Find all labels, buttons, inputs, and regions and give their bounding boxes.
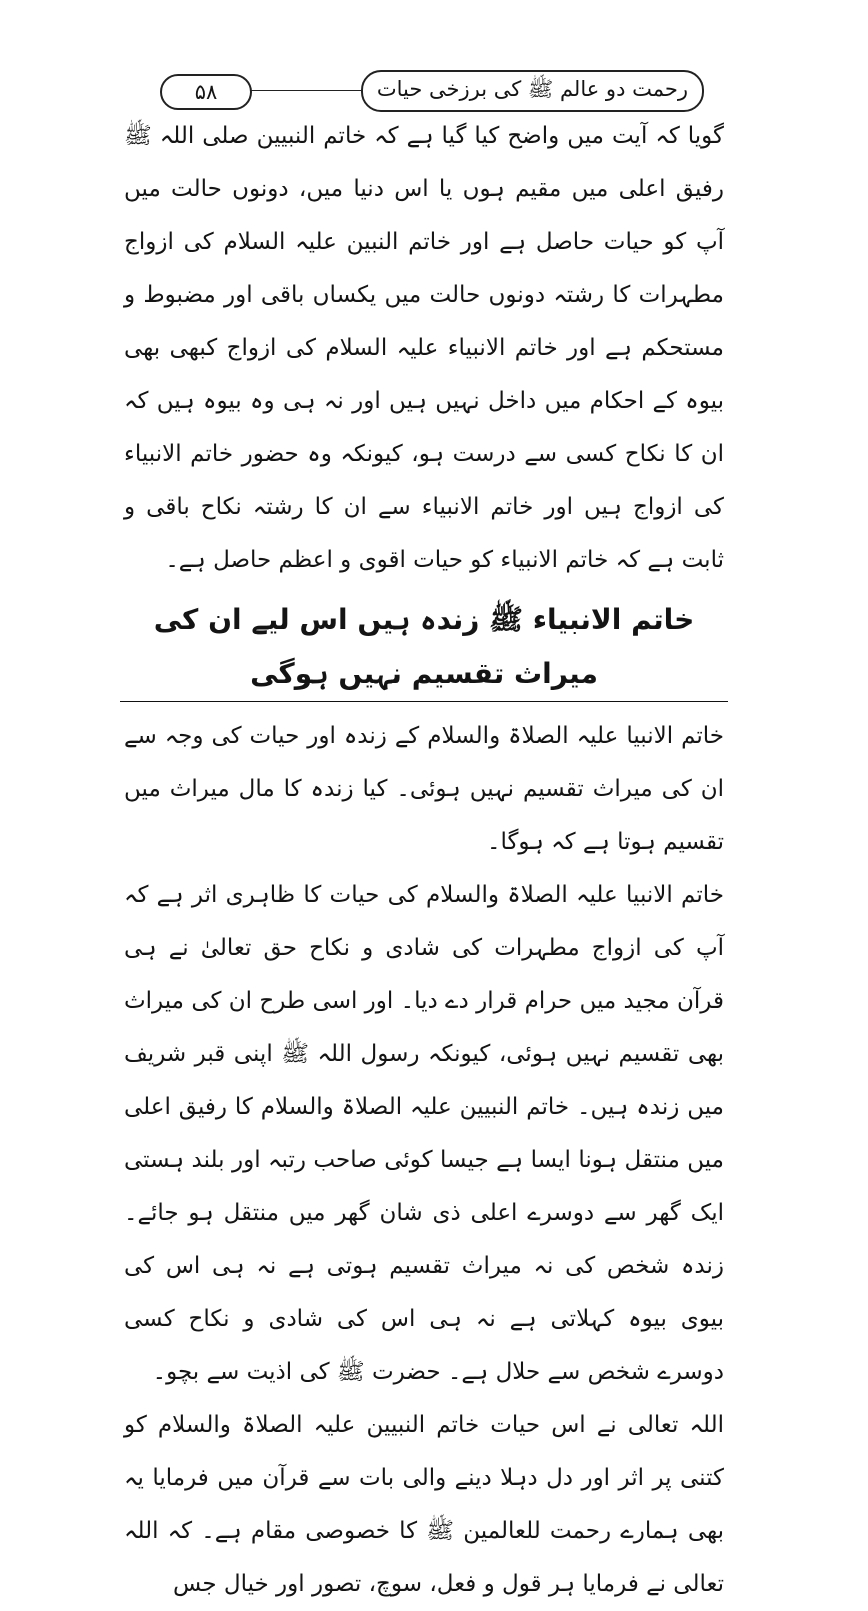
paragraph-3: خاتم الانبیا علیہ الصلاۃ والسلام کی حیات کا ظاہری اثر ہے کہ آپ کی ازواج مطہرات کی شادی و نکاح حق تعالیٰ نے ہی قرآن مجید میں حرام قرار دے دیا۔ اور اسی طرح ان کی میراث بھی تقسیم نہیں ہوئی، کیونکہ رسول اللہ ﷺ اپنی قبر شریف میں زندہ ہیں۔ خاتم النبیین علیہ الصلاۃ والسلام کا رفیق اعلی میں منتقل ہونا ایسا ہے جیسا کوئی صاحب رتبہ اور بلند ہستی ایک گھر سے دوسرے اعلی ذی شان گھر میں منتقل ہو جائے۔ زندہ شخص کی نہ میراث تقسیم ہوتی ہے نہ ہی اس کی بیوی بیوہ کہلاتی ہے نہ ہی اس کی شادی و نکاح کسی دوسرے شخص سے حلال ہے۔ حضرت ﷺ کی اذیت سے بچو۔ (124, 882, 724, 1385)
section-heading-block (120, 593, 728, 702)
running-title: رحمت دو عالم ﷺ کی برزخی حیات (361, 70, 704, 112)
paragraph-1: گویا کہ آیت میں واضح کیا گیا ہے کہ خاتم النبیین صلی اللہ ﷺ رفیق اعلی میں مقیم ہوں یا اس دنیا میں، دونوں حالت میں آپ کو حیات حاصل ہے اور خاتم النبین علیہ السلام کی ازواج مطہرات کا رشتہ دونوں حالت میں یکساں باقی اور مضبوط و مستحکم ہے اور خاتم الانبیاء علیہ السلام کی ازواج کبھی بھی بیوہ کے احکام میں داخل نہیں ہیں اور نہ ہی وہ بیوہ ہیں کہ ان کا نکاح کسی سے درست ہو، کیونکہ وہ حضور خاتم الانبیاء کی ازواج ہیں اور خاتم الانبیاء سے ان کا رشتہ نکاح باقی و ثابت ہے کہ خاتم الانبیاء کو حیات اقوی و اعظم حاصل ہے۔ (124, 123, 724, 573)
section-heading: خاتم الانبیاء ﷺ زندہ ہیں اس لیے ان کی میراث تقسیم نہیں ہوگی (153, 603, 695, 690)
paragraph-4: اللہ تعالی نے اس حیات خاتم النبیین علیہ الصلاۃ والسلام کو کتنی پر اثر اور دل دہلا دینے والی بات سے قرآن میں فرمایا یہ بھی ہمارے رحمت للعالمین ﷺ کا خصوصی مقام ہے۔ کہ اللہ تعالی نے فرمایا ہر قول و فعل، سوچ، تصور اور خیال جس (124, 1412, 724, 1597)
page-number: ۵۸ (160, 74, 252, 110)
paragraph-2: خاتم الانبیا علیہ الصلاۃ والسلام کے زندہ اور حیات کی وجہ سے ان کی میراث تقسیم نہیں ہوئی۔ کیا زندہ کا مال میراث میں تقسیم ہوتا ہے کہ ہوگا۔ (124, 723, 724, 855)
page-body (124, 110, 724, 1611)
page-header (150, 66, 710, 116)
